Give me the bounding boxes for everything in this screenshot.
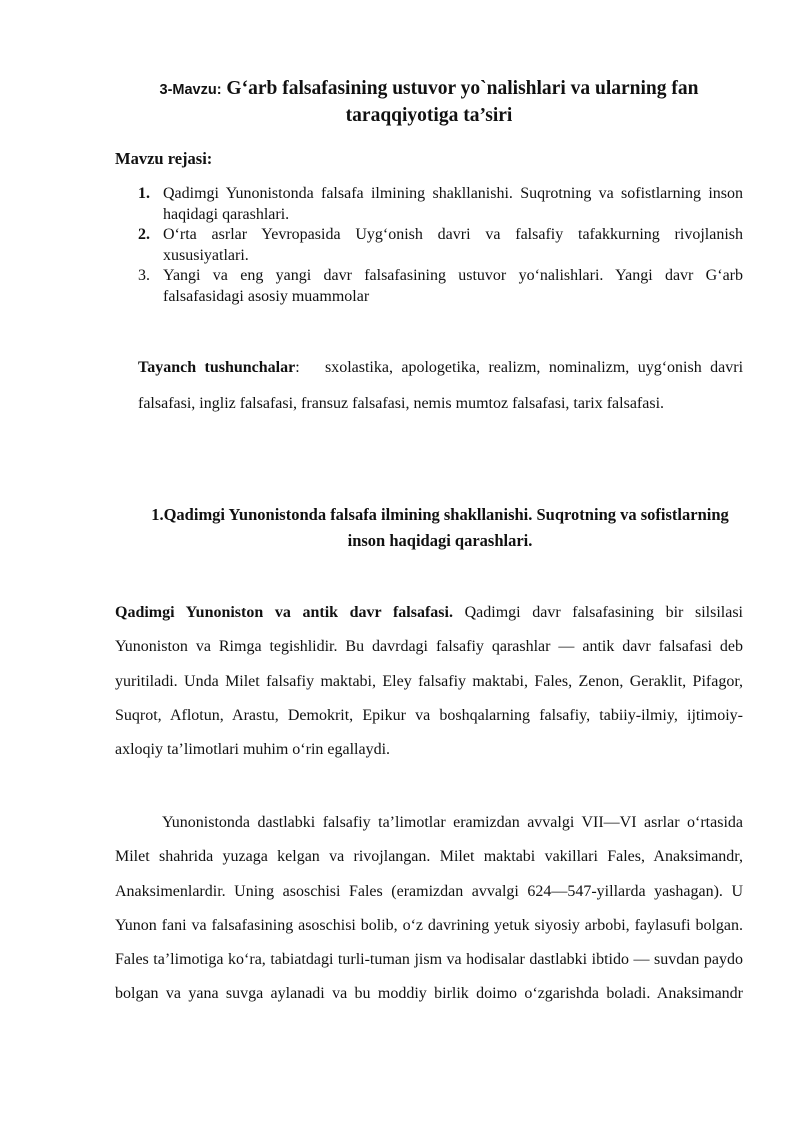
plan-heading: Mavzu rejasi: (115, 149, 213, 168)
plan-item-text: Yangi va eng yangi davr falsafasining ustuvor yo‘nalishlari. Yangi davr G‘arb falsafasidagi asosiy muammolar (163, 267, 743, 305)
body-paragraph: Yunonistonda dastlabki falsafiy ta’limotlar eramizdan avvalgi VII—VI asrlar o‘rtasida Milet shahrida yuzaga kelgan va rivojlangan. Milet maktabi vakillari Fales, Anaksimandr, Anaksimenlardir. Uning asoschisi Fales (eramizdan avvalgi 624—547-yillarda yashagan). U Yunon fani va falsafasining asoschisi bolib, o‘z davrining yetuk siyosiy arbobi, faylasufi bolgan. Fales ta’limotiga ko‘ra, tabiatdagi turli-tuman jism va hodisalar dastlabki ibtido — suvdan paydo bolgan va yana suvga aylanadi va bu moddiy birlik doimo o‘zgarishda boladi. Anaksimandr (115, 814, 743, 1003)
key-concepts-text: sxolastika, apologetika, realizm, nominalizm, uyg‘onish davri falsafasi, ingliz falsafasi, fransuz falsafasi, nemis mumtoz falsafasi, tarix falsafasi. (138, 359, 744, 412)
plan-item-number: 2. (138, 226, 150, 243)
key-concepts-label: Tayanch tushunchalar (138, 359, 296, 376)
plan-item (138, 184, 743, 225)
plan-item-text: Qadimgi Yunonistonda falsafa ilmining shakllanishi. Suqrotning va sofistlarning inson haqidagi qarashlari. (163, 185, 743, 223)
topic-prefix: 3-Mavzu: (159, 82, 222, 98)
paragraph-lead: Qadimgi Yunoniston va antik davr falsafasi. (115, 604, 453, 621)
topic-title (115, 76, 743, 129)
section-heading: 1.Qadimgi Yunonistonda falsafa ilmining shakllanishi. Suqrotning va sofistlarning inson haqidagi qarashlari. (151, 505, 729, 550)
plan-item-number: 1. (138, 185, 150, 202)
plan-item (138, 225, 743, 266)
plan-item-number: 3. (138, 267, 150, 284)
plan-list (138, 184, 743, 307)
topic-title-text: G‘arb falsafasining ustuvor yo`nalishlari va ularning fan taraqqiyotiga ta’siri (226, 78, 699, 126)
plan-item-text: O‘rta asrlar Yevropasida Uyg‘onish davri va falsafiy tafakkurning rivojlanish xususiyatlari. (163, 226, 743, 264)
paragraph-text: Qadimgi davr falsafasining bir silsilasi Yunoniston va Rimga tegishlidir. Bu davrdagi falsafiy qarashlar — antik davr falsafasi deb yuritiladi. Unda Milet falsafiy maktabi, Eley falsafiy maktabi, Fales, Zenon, Geraklit, Pifagor, Suqrot, Aflotun, Arastu, Demokrit, Epikur va boshqalarning falsafiy, tabiiy-ilmiy, ijtimoiy-axloqiy ta’limotlari muhim o‘rin egallaydi. (115, 604, 744, 759)
body-paragraph (115, 596, 743, 767)
key-concepts: Tayanch tushunchalar: sxolastika, apologetika, realizm, nominalizm, uyg‘onish davri falsafasi, ingliz falsafasi, fransuz falsafasi, nemis mumtoz falsafasi, tarix falsafasi. (138, 359, 744, 412)
plan-item (138, 266, 743, 307)
